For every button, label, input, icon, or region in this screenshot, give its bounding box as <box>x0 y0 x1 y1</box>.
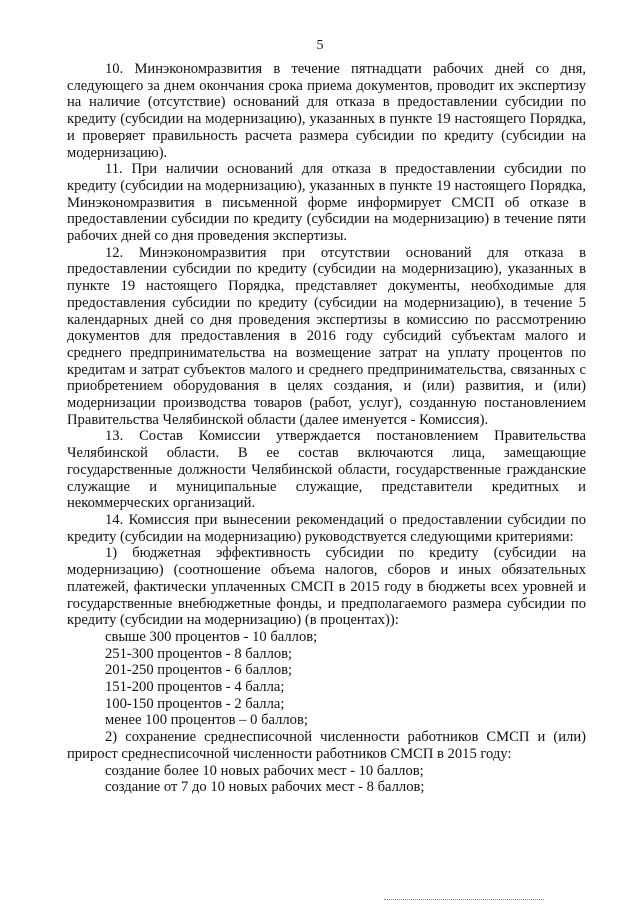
list-item: создание от 7 до 10 новых рабочих мест - 8 баллов; <box>105 779 425 796</box>
scan-artifact <box>384 899 544 900</box>
paragraph: 10. Минэкономразвития в течение пятнадцати рабочих дней со дня, следующего за днем окончания срока приема документов, проводит их экспертизу на наличие (отсутствие) оснований для отказа в предоставлении субсидии по кредиту (субсидии на модернизацию), указанных в пункте 19 настоящего Порядка, и проверяет правильность расчета размера субсидии по кредиту (субсидии на модернизацию). <box>67 61 586 161</box>
paragraph: 2) сохранение среднесписочной численности работников СМСП и (или) прирост среднесписочной численности работников СМСП в 2015 году: <box>67 729 586 762</box>
paragraph: 1) бюджетная эффективность субсидии по кредиту (субсидии на модернизацию) (соотношение объема налогов, сборов и иных обязательных платежей, фактически уплаченных СМСП в 2015 году в бюджеты всех уровней и государственные внебюджетные фонды, и предполагаемого размера субсидии по кредиту (субсидии на модернизацию) (в процентах)): <box>67 545 586 629</box>
list-item: создание более 10 новых рабочих мест - 10 баллов; <box>105 762 424 779</box>
list-item: 100-150 процентов - 2 балла; <box>105 695 285 712</box>
paragraph: 13. Состав Комиссии утверждается постановлением Правительства Челябинской области. В ее состав включаются лица, замещающие государственные должности Челябинской области, государственные гражданские служащие и муниципальные служащие, представители кредитных и некоммерческих организаций. <box>67 428 586 512</box>
list-item: менее 100 процентов – 0 баллов; <box>105 712 308 729</box>
list-item: 151-200 процентов - 4 балла; <box>105 679 285 696</box>
list-item: 251-300 процентов - 8 баллов; <box>105 645 293 662</box>
page-number: 5 <box>316 38 324 53</box>
list-item: 201-250 процентов - 6 баллов; <box>105 662 293 679</box>
paragraph: 11. При наличии оснований для отказа в предоставлении субсидии по кредиту (субсидии на модернизацию), указанных в пункте 19 настоящего Порядка, Минэкономразвития в письменной форме информирует СМСП об отказе в предоставлении субсидии по кредиту (субсидии на модернизацию) в течение пяти рабочих дней со дня проведения экспертизы. <box>67 161 586 245</box>
list-item: свыше 300 процентов - 10 баллов; <box>105 628 318 645</box>
paragraph: 14. Комиссия при вынесении рекомендаций о предоставлении субсидии по кредиту (субсидии на модернизацию) руководствуется следующими критериями: <box>67 511 586 545</box>
paragraph: 12. Минэкономразвития при отсутствии оснований для отказа в предоставлении субсидии по кредиту (субсидии на модернизацию), указанных в пункте 19 настоящего Порядка, представляет документы, необходимые для предоставления субсидии по кредиту (субсидии на модернизацию), в течение 5 календарных дней со дня проведения экспертизы в комиссию по рассмотрению документов для предоставления в 2016 году субсидий субъектам малого и среднего предпринимательства на возмещение затрат на уплату процентов по кредитам и затрат субъектов малого и среднего предпринимательства, связанных с приобретением оборудования в целях создания, и (или) развития, и (или) модернизации производства товаров (работ, услуг), созданную постановлением Правительства Челябинской области (далее именуется - Комиссия). <box>67 244 586 428</box>
document-body <box>67 61 586 796</box>
